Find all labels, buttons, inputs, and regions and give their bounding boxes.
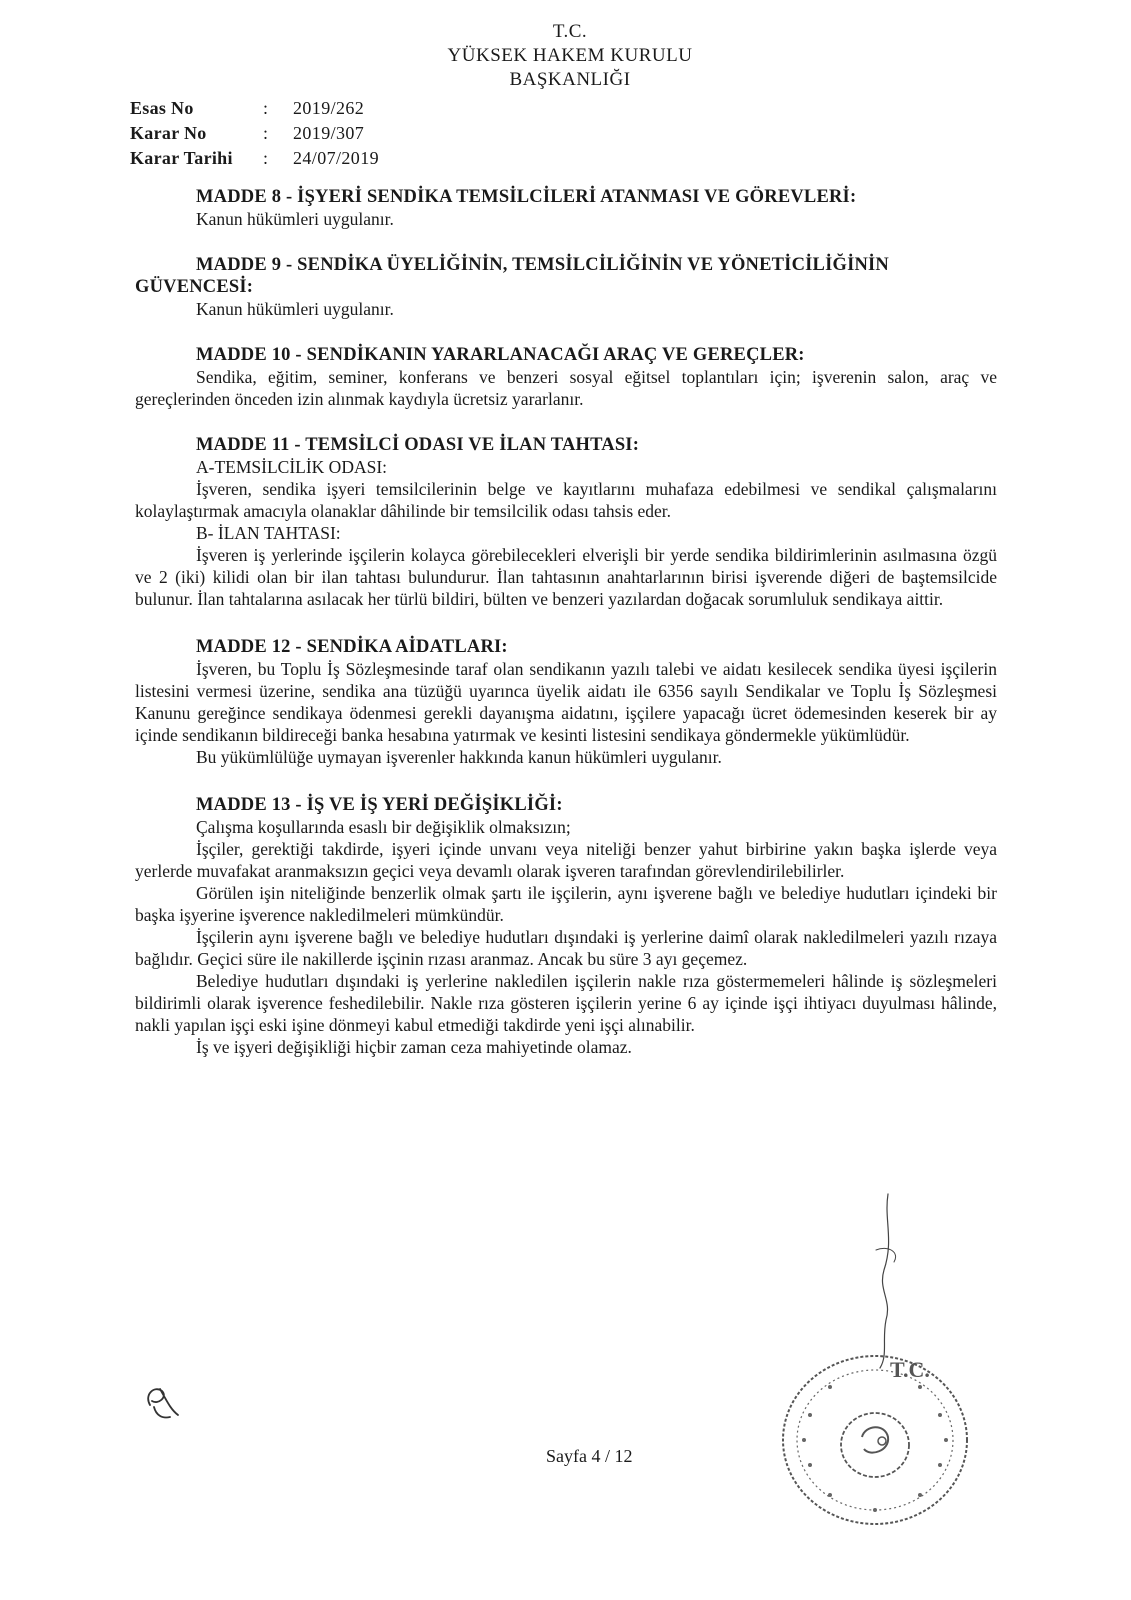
- article-text: İşveren, bu Toplu İş Sözleşmesinde taraf olan sendikanın yazılı talebi ve aidatı kesilecek sendika üyesi işçilerin listesini vermesi üzerine, sendika ana tüzüğü uyarınca üyelik aidatı ile 6356 sayılı Sendikalar ve Toplu İş Sözleşmesi Kanunu gereğince sendikaya ödenmesi gerekli dayanışma aidatını, işçilere yapacağı ücret ödemesinden keserek bir ay içinde sendikanın bildireceği banka hesabına yatırmak ve kesinti listesini sendikaya göndermekle yükümlüdür.: [135, 659, 997, 745]
- meta-colon: :: [263, 98, 269, 118]
- stamp-text: T.C.: [890, 1357, 930, 1382]
- meta-colon: :: [263, 123, 269, 143]
- handwritten-initial: [140, 1375, 190, 1425]
- article-heading: MADDE 12 - SENDİKA AİDATLARI:: [196, 637, 508, 657]
- meta-colon: :: [263, 148, 269, 168]
- meta-label: Esas No: [130, 98, 194, 118]
- page-number: Sayfa 4 / 12: [546, 1446, 633, 1466]
- article-text: İşveren iş yerlerinde işçilerin kolayca görebilecekleri elverişli bir yerde sendika bildirimlerinin asılmasına özgü ve 2 (iki) kilidi olan bir ilan tahtası bulundurur. İlan tahtasının anahtarlarının birisi işverende diğeri de baştemsilcide bulunur. İlan tahtalarına asılacak her türlü bildiri, bülten ve benzeri yazılardan doğacak sorumluluk sendikaya aittir.: [135, 545, 997, 609]
- article-text: Sendika, eğitim, seminer, konferans ve benzeri sosyal eğitsel toplantıları için; işverenin salon, araç ve gereçlerinden önceden izin alınmak kaydıyla ücretsiz yararlanır.: [135, 367, 997, 409]
- article-12: [135, 636, 997, 768]
- header-tc: T.C.: [552, 21, 588, 42]
- article-text: İşveren, sendika işyeri temsilcilerinin belge ve kayıtlarını muhafaza edebilmesi ve sendikal çalışmalarını kolaylaştırmak amacıyla olanaklar dâhilinde bir temsilcilik odası tahsis eder.: [135, 479, 997, 521]
- meta-label: Karar Tarihi: [130, 148, 233, 168]
- article-9: [135, 254, 997, 320]
- article-text: Belediye hudutları dışındaki iş yerlerine nakledilen işçilerin nakle rıza göstermemeleri hâlinde iş sözleşmeleri bildirimli olarak işverence feshedilebilir. Nakle rıza gösteren işçilerin yerine 6 ay içinde işçi ihtiyacı duyulması hâlinde, nakli yapılan işçi eski işine dönmeyi kabul etmediği takdirde yeni işçi alınabilir.: [135, 971, 997, 1035]
- meta-label: Karar No: [130, 123, 207, 143]
- document-header: [380, 20, 760, 92]
- article-heading: MADDE 9 - SENDİKA ÜYELİĞİNİN, TEMSİLCİLİĞİNİN VE YÖNETİCİLİĞİNİN GÜVENCESİ:: [135, 255, 889, 297]
- meta-value: 2019/262: [293, 98, 365, 118]
- meta-value: 24/07/2019: [293, 148, 380, 168]
- document-body: [135, 186, 997, 1058]
- meta-row-karar: [130, 121, 379, 146]
- article-13: [135, 794, 997, 1058]
- official-stamp: [770, 1345, 980, 1535]
- article-8: [135, 186, 997, 230]
- case-metadata: [130, 96, 379, 171]
- article-text: Görülen işin niteliğinde benzerlik olmak şartı ile işçilerin, aynı işverene bağlı ve belediye hudutları içindeki bir başka işyerine işverence nakledilmeleri mümkündür.: [135, 883, 997, 925]
- article-text: İş ve işyeri değişikliği hiçbir zaman ceza mahiyetinde olamaz.: [196, 1037, 632, 1057]
- signature-mark: [858, 1190, 918, 1370]
- article-heading: MADDE 11 - TEMSİLCİ ODASI VE İLAN TAHTASI:: [196, 435, 640, 455]
- article-text: Kanun hükümleri uygulanır.: [196, 299, 394, 319]
- header-institution: YÜKSEK HAKEM KURULU: [447, 45, 693, 66]
- meta-value: 2019/307: [293, 123, 365, 143]
- meta-row-tarih: [130, 146, 379, 171]
- article-11: [135, 434, 997, 610]
- article-text: İşçiler, gerektiği takdirde, işyeri içinde unvanı veya niteliği benzer yahut birbirine yakın başka işlerde veya yerlerde muvafakat aranmaksızın geçici veya devamlı olarak işveren tarafından görevlendirilebilirler.: [135, 839, 997, 881]
- article-heading: MADDE 13 - İŞ VE İŞ YERİ DEĞİŞİKLİĞİ:: [196, 795, 563, 815]
- article-heading: MADDE 10 - SENDİKANIN YARARLANACAĞI ARAÇ VE GEREÇLER:: [196, 345, 805, 365]
- article-10: [135, 344, 997, 410]
- article-text: İşçilerin aynı işverene bağlı ve belediye hudutları dışındaki iş yerlerine daimî olarak nakledilmeleri yazılı rızaya bağlıdır. Geçici süre ile nakillerde işçinin rızası aranmaz. Ancak bu süre 3 ayı geçemez.: [135, 927, 997, 969]
- subheading-a: A-TEMSİLCİLİK ODASI:: [196, 457, 388, 477]
- article-heading: MADDE 8 - İŞYERİ SENDİKA TEMSİLCİLERİ ATANMASI VE GÖREVLERİ:: [196, 187, 857, 207]
- header-presidency: BAŞKANLIĞI: [509, 69, 631, 90]
- article-text: Bu yükümlülüğe uymayan işverenler hakkında kanun hükümleri uygulanır.: [196, 747, 722, 767]
- article-text: Çalışma koşullarında esaslı bir değişiklik olmaksızın;: [196, 817, 571, 837]
- article-text: Kanun hükümleri uygulanır.: [196, 209, 394, 229]
- meta-row-esas: [130, 96, 379, 121]
- subheading-b: B- İLAN TAHTASI:: [196, 523, 341, 543]
